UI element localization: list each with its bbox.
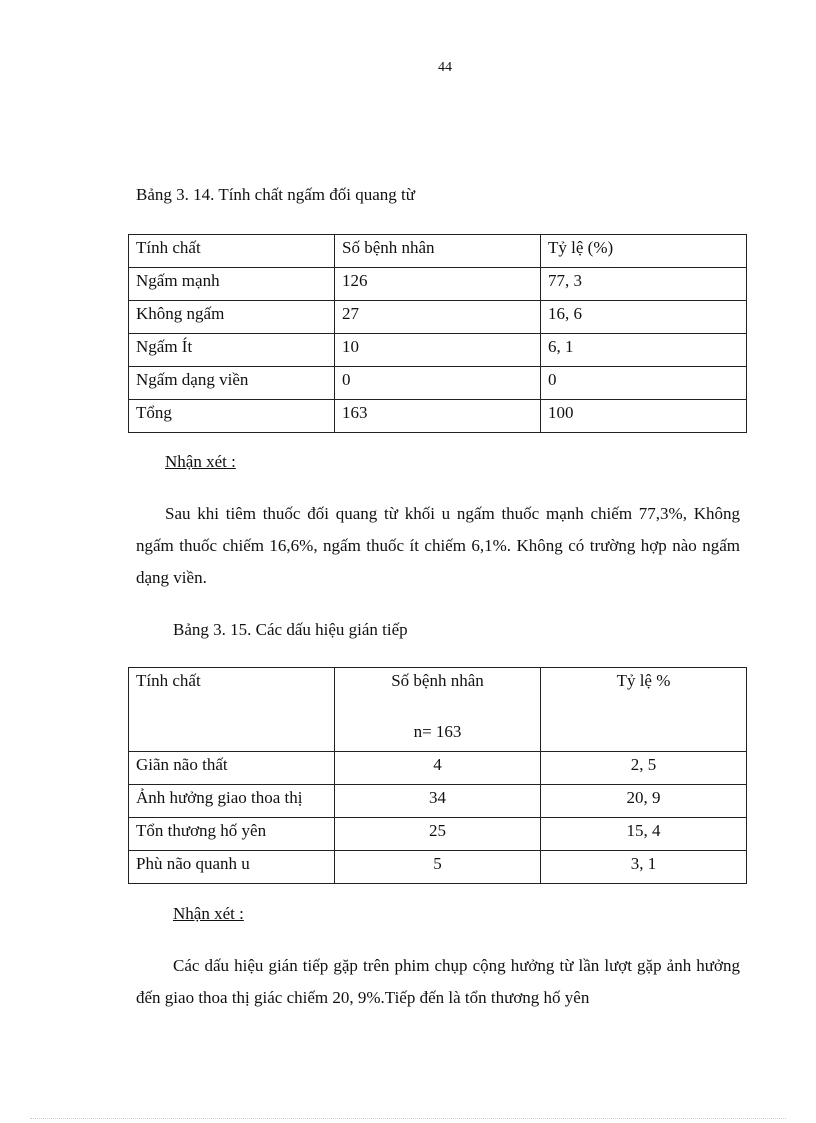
table-row — [129, 400, 747, 433]
table-cell: 126 — [335, 268, 541, 301]
table-cell: Không ngấm — [129, 301, 335, 334]
table-cell: 6, 1 — [541, 334, 747, 367]
remark1-label: Nhận xét : — [165, 452, 236, 471]
table-cell: 25 — [335, 818, 541, 851]
table-header-cell: Tỷ lệ (%) — [541, 235, 747, 268]
table-cell: 5 — [335, 851, 541, 884]
table-header-row — [129, 668, 747, 752]
table-cell: 20, 9 — [541, 785, 747, 818]
table-row — [129, 367, 747, 400]
remark2-label: Nhận xét : — [173, 904, 244, 923]
table-cell: 163 — [335, 400, 541, 433]
page-number: 44 — [438, 60, 452, 75]
table-row — [129, 752, 747, 785]
table-cell: 2, 5 — [541, 752, 747, 785]
table-cell: Ngấm Ít — [129, 334, 335, 367]
table-cell: 27 — [335, 301, 541, 334]
remark1-paragraph: Sau khi tiêm thuốc đối quang từ khối u ngấm thuốc mạnh chiếm 77,3%, Không ngấm thuốc chiếm 16,6%, ngấm thuốc ít chiếm 6,1%. Không có trường hợp nào ngấm dạng viền. — [136, 504, 740, 587]
remark2-paragraph: Các dấu hiệu gián tiếp gặp trên phim chụp cộng hưởng từ lần lượt gặp ảnh hưởng đến giao thoa thị giác chiếm 20, 9%.Tiếp đến là tổn thương hố yên — [136, 956, 740, 1007]
table-cell: 4 — [335, 752, 541, 785]
table-row — [129, 301, 747, 334]
header-sample-size: n= 163 — [413, 722, 462, 741]
table-cell: Ảnh hưởng giao thoa thị — [129, 785, 335, 818]
table-cell: Ngấm mạnh — [129, 268, 335, 301]
table1-caption: Bảng 3. 14. Tính chất ngấm đối quang từ — [136, 185, 415, 204]
table-cell: Tổng — [129, 400, 335, 433]
table-row — [129, 785, 747, 818]
table-row — [129, 818, 747, 851]
page-bottom-border — [30, 1118, 786, 1119]
table1-contrast-enhancement — [128, 234, 747, 433]
table-cell: 10 — [335, 334, 541, 367]
table-cell: Phù não quanh u — [129, 851, 335, 884]
table-cell: Tổn thương hố yên — [129, 818, 335, 851]
header-label: Số bệnh nhân — [391, 671, 484, 690]
table-header-cell — [335, 668, 541, 752]
table-cell: 34 — [335, 785, 541, 818]
table-header-cell: Số bệnh nhân — [335, 235, 541, 268]
table-header-cell: Tính chất — [129, 668, 335, 752]
table-row — [129, 851, 747, 884]
table-cell: 16, 6 — [541, 301, 747, 334]
table-row — [129, 268, 747, 301]
table-cell: Giãn não thất — [129, 752, 335, 785]
table-cell: 15, 4 — [541, 818, 747, 851]
table-row — [129, 334, 747, 367]
table-header-cell: Tính chất — [129, 235, 335, 268]
table-cell: 77, 3 — [541, 268, 747, 301]
table2-caption: Bảng 3. 15. Các dấu hiệu gián tiếp — [173, 620, 408, 639]
table-cell: 0 — [335, 367, 541, 400]
table-cell: 0 — [541, 367, 747, 400]
table-header-row — [129, 235, 747, 268]
table-cell: Ngấm dạng viền — [129, 367, 335, 400]
table2-indirect-signs — [128, 667, 747, 884]
table-cell: 3, 1 — [541, 851, 747, 884]
table-cell: 100 — [541, 400, 747, 433]
table-header-cell: Tỷ lệ % — [541, 668, 747, 752]
